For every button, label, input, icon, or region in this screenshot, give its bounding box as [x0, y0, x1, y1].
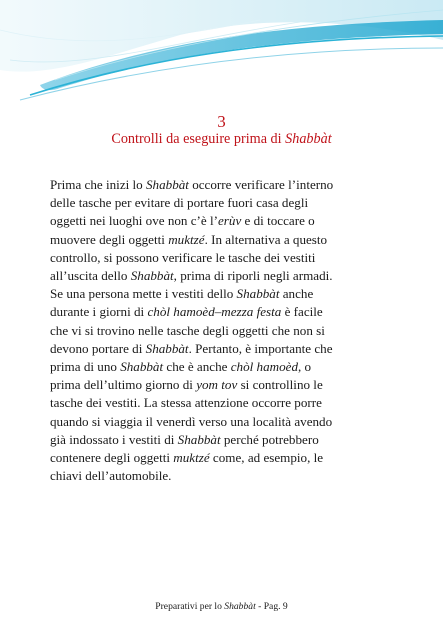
footer-prefix: Preparativi per lo: [155, 601, 225, 612]
body-text-run: contenere degli oggetti: [50, 450, 174, 466]
body-text-run: perché potrebbero: [220, 431, 319, 447]
body-text-run: oggetti nei luoghi ove non c’è l’: [50, 213, 218, 229]
body-text-run: , o: [298, 359, 312, 375]
body-line: [50, 322, 402, 340]
italic-term: muktzé: [168, 231, 205, 247]
body-line: [50, 394, 402, 412]
body-text-run: controllo, si possono verificare le tasche dei vestiti: [50, 249, 316, 265]
body-text-run: chiavi dell’automobile.: [50, 468, 172, 484]
body-text-run: tasche dei vestiti. La stessa attenzione occorre porre: [50, 395, 322, 411]
body-line: [50, 303, 402, 321]
page-footer: [0, 601, 443, 612]
body-text-run: si controllino le: [237, 377, 323, 393]
body-line: [50, 212, 402, 230]
body-text-run: . Pertanto, è importante che: [188, 340, 333, 356]
body-line: [50, 431, 402, 449]
body-paragraph: [50, 176, 402, 485]
body-line: [50, 413, 402, 431]
italic-term: erùv: [218, 213, 242, 229]
body-text-run: prima di uno: [50, 359, 121, 375]
body-line: [50, 249, 402, 267]
body-text-run: occorre verificare l’interno: [188, 177, 334, 192]
italic-term: Shabbàt: [145, 340, 189, 356]
wave-header-decoration: [0, 0, 443, 110]
body-line: [50, 267, 402, 285]
body-line: [50, 376, 402, 394]
body-text-run: e di toccare o: [241, 213, 315, 229]
chapter-title-text: Controlli da eseguire prima di: [111, 131, 286, 147]
body-line: [50, 449, 402, 467]
body-text-run: che è anche: [163, 359, 231, 375]
body-text-run: . In alternativa a questo: [204, 231, 328, 247]
body-text-run: devono portare di: [50, 340, 146, 356]
chapter-number: 3: [217, 112, 226, 131]
italic-term: Shabbàt: [130, 268, 174, 284]
body-text-run: anche: [279, 286, 314, 302]
italic-term: Shabbàt: [120, 359, 164, 375]
chapter-title-italic: Shabbàt: [285, 131, 332, 147]
body-text-run: Se una persona mette i vestiti dello: [50, 286, 237, 302]
body-line: [50, 176, 402, 194]
body-line: [50, 340, 402, 358]
body-text-run: prima dell’ultimo giorno di: [50, 377, 197, 393]
italic-term: Shabbàt: [177, 431, 221, 447]
body-text-run: già indossato i vestiti di: [50, 431, 178, 447]
body-text-run: delle tasche per evitare di portare fuori casa degli: [50, 195, 309, 211]
body-line: [50, 231, 402, 249]
body-line: [50, 467, 402, 485]
body-line: [50, 285, 402, 303]
italic-term: Shabbàt: [146, 177, 189, 192]
italic-term: muktzé: [173, 450, 210, 466]
body-text-run: durante i giorni di: [50, 304, 148, 320]
body-text-run: è facile: [281, 304, 323, 320]
body-text-run: come, ad esempio, le: [209, 450, 324, 466]
body-line: [50, 194, 402, 212]
body-text-run: muovere degli oggetti: [50, 231, 169, 247]
body-text-run: , prima di riporli negli armadi.: [173, 268, 333, 284]
italic-term: Shabbàt: [236, 286, 280, 302]
body-text-run: Prima che inizi lo: [50, 177, 146, 192]
body-text-run: all’uscita dello: [50, 268, 131, 284]
chapter-title: [0, 131, 443, 148]
body-text-run: quando si viaggia il venerdì verso una località avendo: [50, 413, 333, 429]
italic-term: chòl hamoèd: [230, 359, 298, 375]
footer-page: - Pag. 9: [255, 601, 288, 612]
italic-term: chòl hamoèd–mezza festa: [147, 304, 282, 320]
footer-italic: Shabbàt: [224, 601, 256, 612]
italic-term: yom tov: [196, 377, 238, 393]
body-line: [50, 358, 402, 376]
body-text-run: che vi si trovino nelle tasche degli oggetti che non si: [50, 322, 325, 338]
